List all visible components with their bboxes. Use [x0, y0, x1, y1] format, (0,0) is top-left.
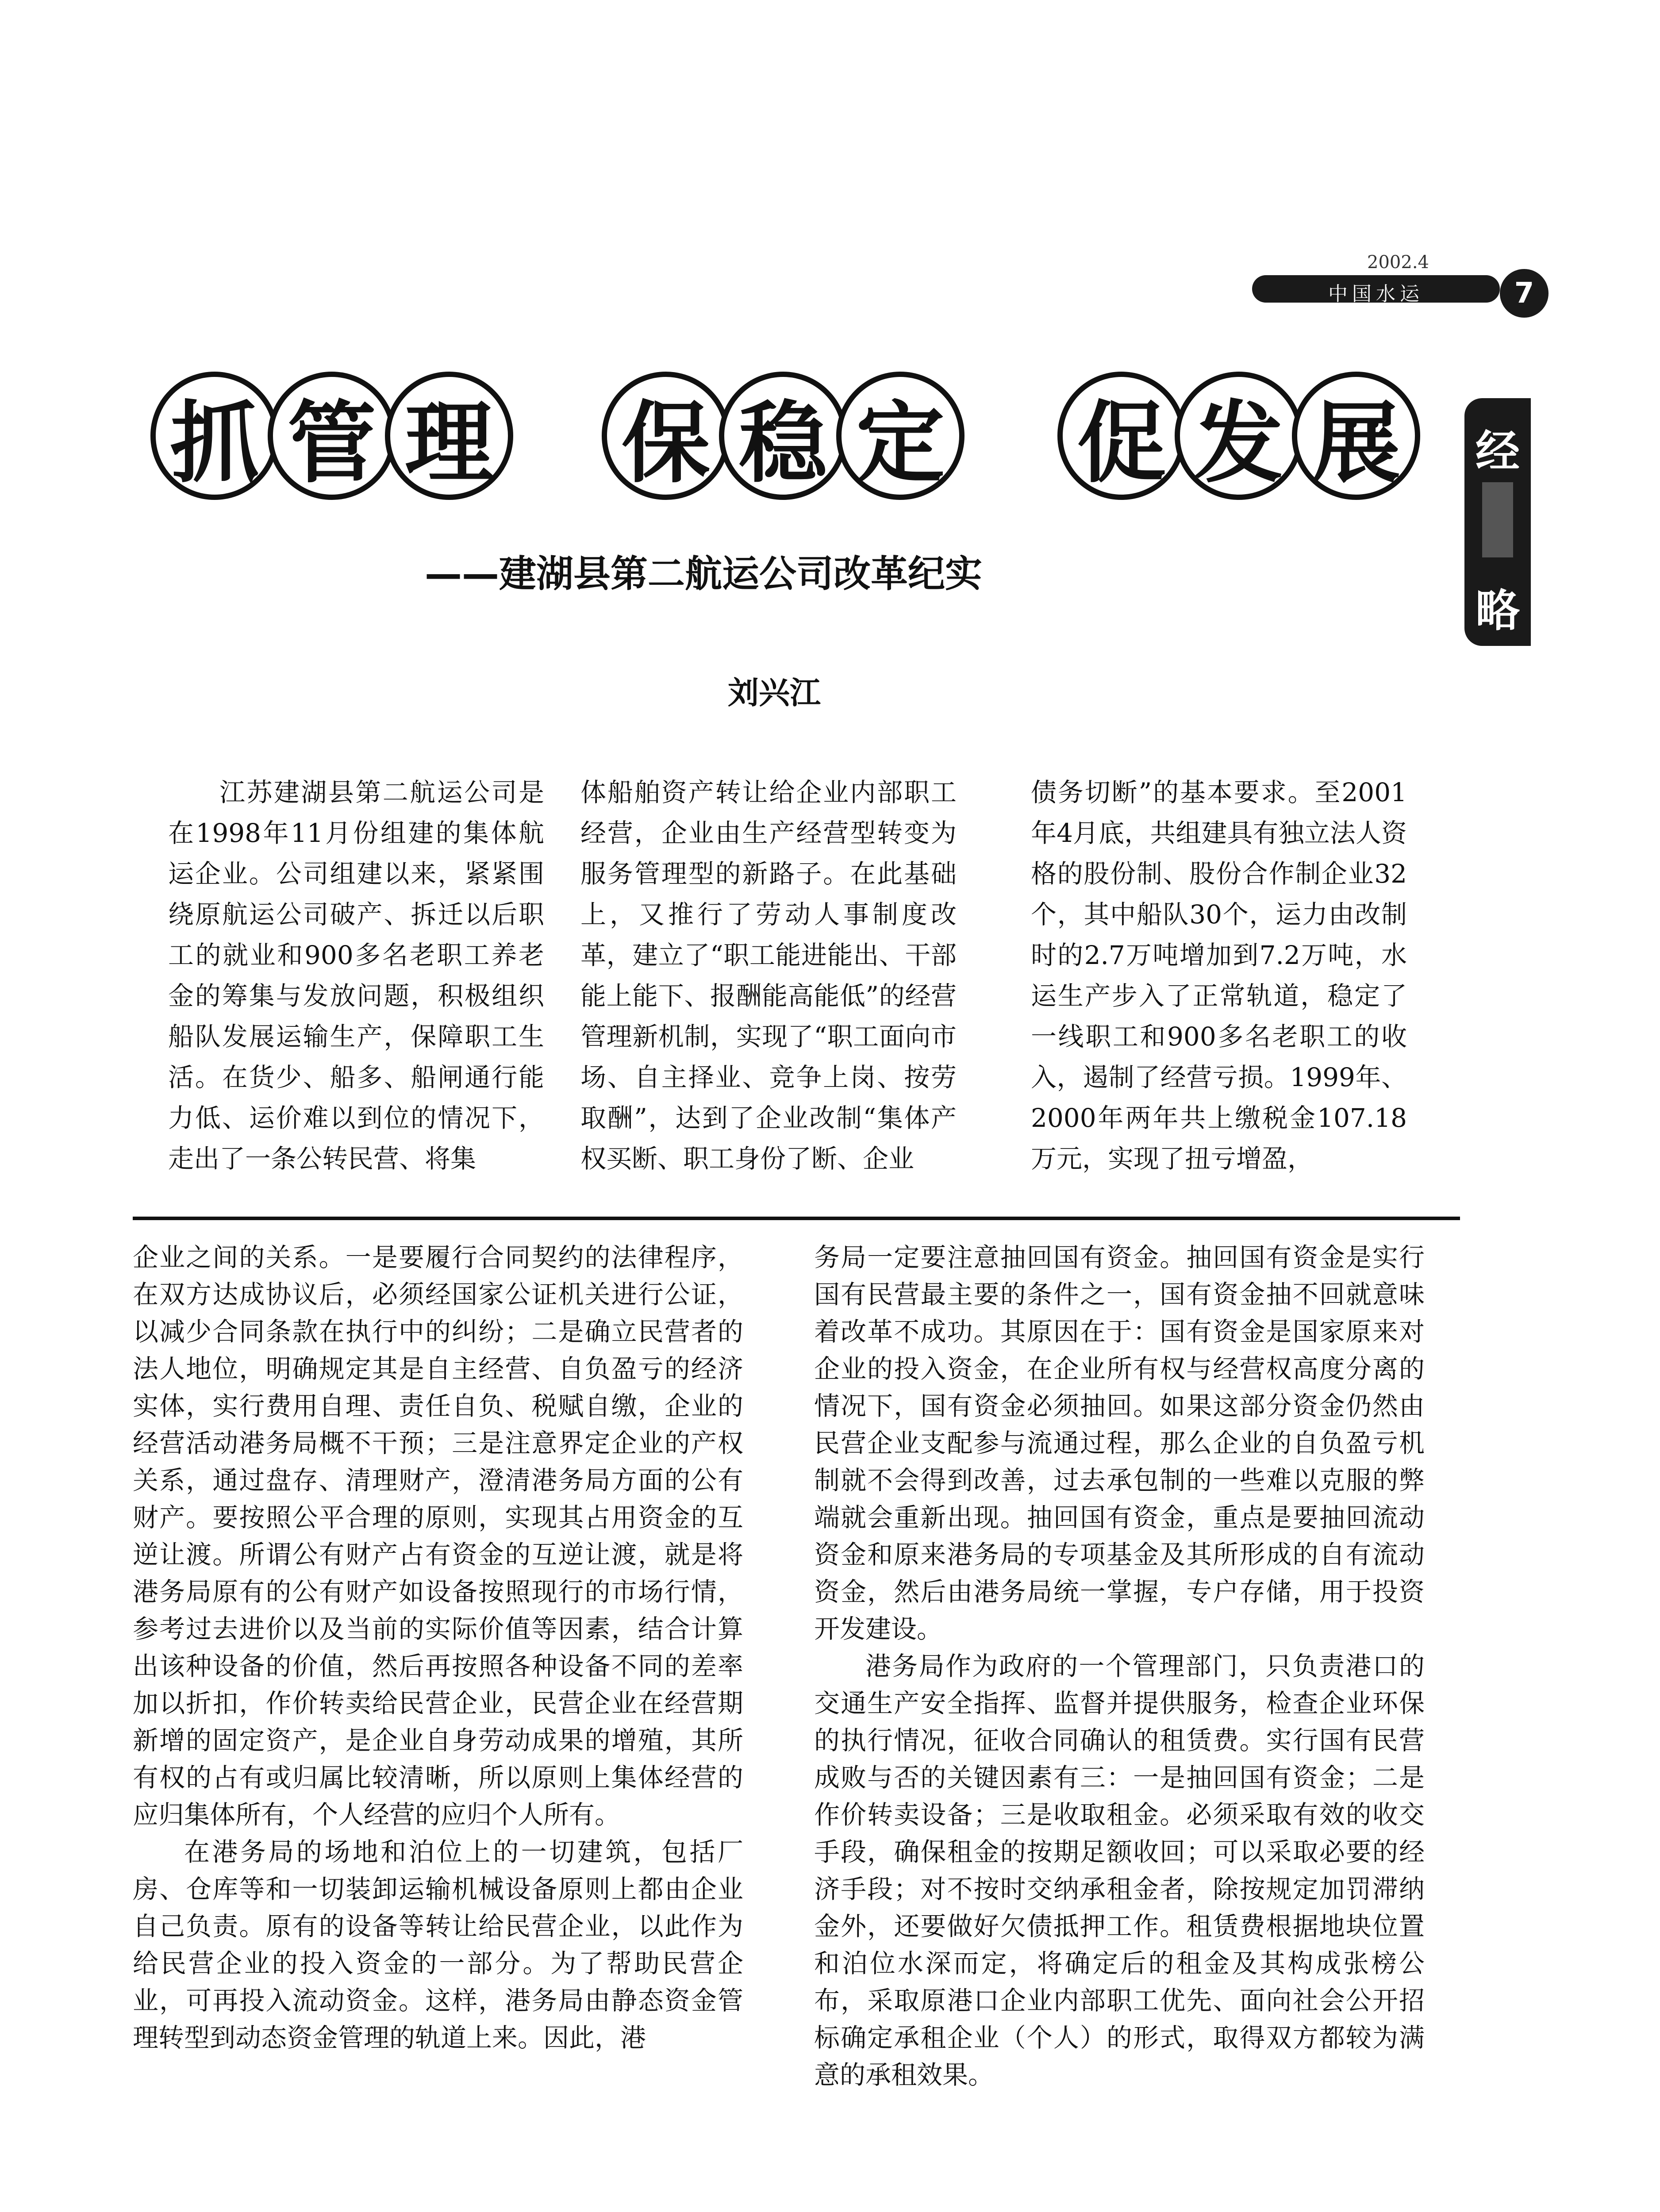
article-subtitle: ——建湖县第二航运公司改革纪实 [425, 552, 983, 595]
title-char: 定 [836, 372, 964, 500]
magazine-name: 中国水运 [1328, 283, 1424, 305]
title-char: 展 [1292, 372, 1420, 500]
intro-paragraph: 体船舶资产转让给企业内部职工经营，企业由生产经营型转变为服务管理型的新路子。在此基础上，又推行了劳动人事制度改革，建立了“职工能进能出、干部能上能下、报酬能高能低”的经营管理新机制，实现了“职工面向市场、自主择业、竞争上岗、按劳取酬”，达到了企业改制“集体产权买断、职工身份了断、企业 [580, 777, 957, 1174]
section-tab-middle [1482, 482, 1513, 557]
body-column-left [133, 1239, 743, 2056]
section-divider [133, 1217, 1460, 1220]
page-number: 7 [1500, 269, 1549, 318]
title-char: 抓 [150, 372, 279, 500]
title-char: 发 [1175, 372, 1303, 500]
title-char: 稳 [719, 372, 847, 500]
masthead [1234, 251, 1553, 310]
article-title [150, 372, 1433, 504]
body-paragraph: 港务局作为政府的一个管理部门，只负责港口的交通生产安全指挥、监督并提供服务，检查企业环保的执行情况，征收合同确认的租赁费。实行国有民营成败与否的关键因素有三：一是抽回国有资金；二是作价转卖设备；三是收取租金。必须采取有效的收交手段，确保租金的按期足额收回；可以采取必要的经济手段；对不按时交纳承租金者，除按规定加罚滞纳金外，还要做好欠债抵押工作。租赁费根据地块位置和泊位水深而定，将确定后的租金及其构成张榜公布，采取原港口企业内部职工优先、面向社会公开招标确定承租企业（个人）的形式，取得双方都较为满意的承租效果。 [814, 1651, 1425, 2090]
author-name: 刘兴江 [728, 675, 821, 711]
section-tab [1464, 398, 1531, 646]
section-tab-top: 经 [1476, 426, 1520, 477]
intro-paragraph: 债务切断”的基本要求。至2001年4月底，共组建具有独立法人资格的股份制、股份合作制企业32个，其中船队30个，运力由改制时的2.7万吨增加到7.2万吨，水运生产步入了正常轨道，稳定了一线职工和900多名老职工的收入，遏制了经营亏损。1999年、2000年两年共上缴税金107.18万元，实现了扭亏增盈， [1031, 777, 1407, 1174]
title-char: 保 [602, 372, 730, 500]
title-char: 理 [385, 372, 513, 500]
body-column-right [814, 1239, 1425, 2093]
intro-column-2 [580, 772, 957, 1179]
title-char: 促 [1057, 372, 1186, 500]
intro-column-3 [1031, 772, 1407, 1179]
body-paragraph: 务局一定要注意抽回国有资金。抽回国有资金是实行国有民营最主要的条件之一，国有资金抽不回就意味着改革不成功。其原因在于：国有资金是国家原来对企业的投入资金，在企业所有权与经营权高度分离的情况下，国有资金必须抽回。如果这部分资金仍然由民营企业支配参与流通过程，那么企业的自负盈亏机制就不会得到改善，过去承包制的一些难以克服的弊端就会重新出现。抽回国有资金，重点是要抽回流动资金和原来港务局的专项基金及其所形成的自有流动资金，然后由港务局统一掌握，专户存储，用于投资开发建设。 [814, 1242, 1425, 1644]
body-paragraph: 在港务局的场地和泊位上的一切建筑，包括厂房、仓库等和一切装卸运输机械设备原则上都由企业自己负责。原有的设备等转让给民营企业，以此作为给民营企业的投入资金的一部分。为了帮助民营企业，可再投入流动资金。这样，港务局由静态资金管理转型到动态资金管理的轨道上来。因此，港 [133, 1837, 743, 2053]
title-char: 管 [268, 372, 396, 500]
section-tab-bottom: 略 [1476, 585, 1520, 637]
intro-column-1 [168, 772, 544, 1179]
issue-date: 2002.4 [1367, 252, 1429, 273]
intro-paragraph: 江苏建湖县第二航运公司是在1998年11月份组建的集体航运企业。公司组建以来，紧紧围绕原航运公司破产、拆迁以后职工的就业和900多名老职工养老金的筹集与发放问题，积极组织船队发展运输生产，保障职工生活。在货少、船多、船闸通行能力低、运价难以到位的情况下，走出了一条公转民营、将集 [168, 777, 544, 1174]
body-paragraph: 企业之间的关系。一是要履行合同契约的法律程序，在双方达成协议后，必须经国家公证机关进行公证，以减少合同条款在执行中的纠纷；二是确立民营者的法人地位，明确规定其是自主经营、自负盈亏的经济实体，实行费用自理、责任自负、税赋自缴，企业的经营活动港务局概不干预；三是注意界定企业的产权关系，通过盘存、清理财产，澄清港务局方面的公有财产。要按照公平合理的原则，实现其占用资金的互逆让渡。所谓公有财产占有资金的互逆让渡，就是将港务局原有的公有财产如设备按照现行的市场行情，参考过去进价以及当前的实际价值等因素，结合计算出该种设备的价值，然后再按照各种设备不同的差率加以折扣，作价转卖给民营企业，民营企业在经营期新增的固定资产，是企业自身劳动成果的增殖，其所有权的占有或归属比较清晰，所以原则上集体经营的应归集体所有，个人经营的应归个人所有。 [133, 1242, 743, 1830]
